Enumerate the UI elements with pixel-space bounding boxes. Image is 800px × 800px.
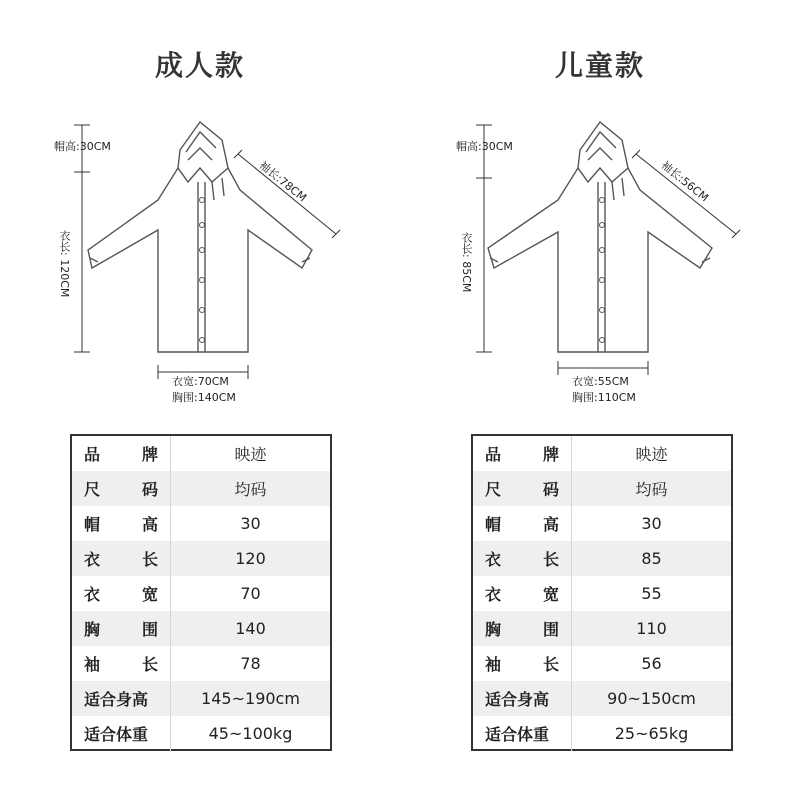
spec-key-cell [473, 681, 572, 716]
spec-key-cell [473, 436, 572, 471]
child-title: 儿童款 [554, 49, 645, 82]
adult-buttons [200, 198, 205, 343]
child-spec-row [473, 681, 731, 716]
spec-key-text: 帽 [485, 515, 502, 534]
spec-key [473, 512, 571, 535]
spec-key-cell [473, 611, 572, 646]
spec-key [473, 547, 571, 570]
adult-chest-label: 胸围:140CM [172, 391, 236, 404]
spec-key [72, 512, 170, 535]
spec-key-text: 品 [84, 445, 101, 464]
spec-key-text: 袖 [485, 655, 502, 674]
child-raincoat-outline [488, 122, 712, 352]
spec-key-text: 适合体重 [84, 725, 149, 744]
spec-key-text: 尺 [84, 480, 101, 499]
adult-spec-row [72, 681, 330, 716]
adult-width-label: 衣宽:70CM [172, 375, 229, 388]
adult-spec-row [72, 506, 330, 541]
spec-value: 110 [572, 611, 732, 646]
spec-key-text: 适合身高 [84, 690, 149, 709]
spec-key-cell [72, 576, 171, 611]
spec-key [473, 477, 571, 500]
adult-hood-height-label: 帽高:30CM [54, 140, 111, 153]
spec-value: 78 [240, 654, 261, 673]
spec-key-text: 衣 [84, 585, 101, 604]
spec-key-cell [72, 611, 171, 646]
spec-key-text: 胸 [485, 620, 502, 639]
spec-value: 30 [240, 514, 261, 533]
spec-key-text: 长 [141, 550, 158, 569]
spec-key [473, 442, 571, 465]
spec-key-text: 围 [141, 620, 158, 639]
spec-key-text: 适合身高 [485, 690, 550, 709]
adult-spec-row [72, 611, 330, 646]
spec-key-text: 长 [141, 655, 158, 674]
spec-key [473, 652, 571, 675]
adult-spec-table [70, 434, 332, 751]
spec-value: 56 [641, 654, 662, 673]
spec-key-text: 袖 [84, 655, 101, 674]
child-width-label: 衣宽:55CM [572, 375, 629, 388]
child-spec-row [473, 576, 731, 611]
spec-key [72, 477, 170, 500]
spec-key-text: 长 [542, 655, 559, 674]
spec-key-text: 品 [485, 445, 502, 464]
spec-value: 30 [641, 514, 662, 533]
adult-spec-row [72, 646, 330, 681]
spec-key-cell [72, 716, 171, 751]
spec-key-cell [473, 506, 572, 541]
spec-value: 90~150cm [572, 681, 732, 716]
spec-key-cell [473, 541, 572, 576]
spec-key-cell [72, 646, 171, 681]
spec-key-cell [473, 471, 572, 506]
spec-value: 映迹 [234, 445, 267, 464]
child-length-label: 衣长: 85CM [460, 232, 473, 293]
spec-key-text: 长 [542, 550, 559, 569]
spec-key [72, 617, 170, 640]
spec-key-text: 尺 [485, 480, 502, 499]
child-spec-row [473, 541, 731, 576]
spec-key-text: 衣 [485, 585, 502, 604]
child-spec-rows [473, 436, 731, 751]
spec-key [473, 722, 571, 745]
spec-key [72, 547, 170, 570]
spec-key [473, 582, 571, 605]
adult-spec-rows [72, 436, 330, 751]
adult-spec-row [72, 541, 330, 576]
spec-value: 70 [240, 584, 261, 603]
spec-key-text: 高 [141, 515, 158, 534]
spec-key-cell [72, 681, 171, 716]
spec-key [72, 582, 170, 605]
adult-spec-row [72, 471, 330, 506]
adult-length-label: 衣长: 120CM [58, 230, 71, 298]
spec-value: 120 [171, 541, 331, 576]
adult-sleeve-label: 袖长:78CM [256, 158, 309, 205]
spec-value: 均码 [572, 471, 732, 506]
spec-value: 均码 [171, 471, 331, 506]
adult-dimension-lines [74, 125, 340, 379]
child-spec-table [471, 434, 733, 751]
spec-value: 45~100kg [208, 724, 293, 743]
spec-key-text: 胸 [84, 620, 101, 639]
adult-spec-row [72, 576, 330, 611]
spec-value: 映迹 [635, 445, 668, 464]
spec-key-cell [72, 436, 171, 471]
adult-spec-row [72, 436, 330, 471]
child-sleeve-label: 袖长:56CM [658, 158, 711, 205]
spec-value: 145~190cm [171, 681, 331, 716]
spec-key-text: 宽 [542, 585, 559, 604]
spec-key-cell [473, 646, 572, 681]
spec-key-text: 衣 [84, 550, 101, 569]
spec-key-text: 围 [542, 620, 559, 639]
spec-key-text: 牌 [141, 445, 158, 464]
spec-key [473, 687, 571, 710]
spec-key-cell [473, 576, 572, 611]
spec-key [72, 442, 170, 465]
child-spec-row [473, 646, 731, 681]
child-spec-grid [473, 436, 731, 751]
spec-key-cell [72, 506, 171, 541]
spec-value: 85 [572, 541, 732, 576]
spec-value: 55 [641, 584, 662, 603]
spec-key [473, 617, 571, 640]
spec-key-cell [72, 471, 171, 506]
spec-key-text: 帽 [84, 515, 101, 534]
adult-spec-row [72, 716, 330, 751]
spec-key [72, 687, 170, 710]
adult-raincoat-outline [88, 122, 312, 352]
adult-spec-grid [72, 436, 330, 751]
child-spec-row [473, 471, 731, 506]
spec-key [72, 652, 170, 675]
spec-key-text: 适合体重 [485, 725, 550, 744]
spec-key [72, 722, 170, 745]
spec-key-text: 码 [542, 480, 559, 499]
spec-key-text: 衣 [485, 550, 502, 569]
spec-key-text: 牌 [542, 445, 559, 464]
child-spec-row [473, 611, 731, 646]
child-spec-row [473, 506, 731, 541]
spec-key-text: 码 [141, 480, 158, 499]
spec-key-text: 宽 [141, 585, 158, 604]
adult-title: 成人款 [154, 49, 245, 82]
spec-key-text: 高 [542, 515, 559, 534]
spec-value: 140 [171, 611, 331, 646]
child-hood-height-label: 帽高:30CM [456, 140, 513, 153]
spec-key-cell [473, 716, 572, 751]
child-spec-row [473, 716, 731, 751]
child-buttons [600, 198, 605, 343]
child-spec-row [473, 436, 731, 471]
spec-key-cell [72, 541, 171, 576]
child-chest-label: 胸围:110CM [572, 391, 636, 404]
child-dimension-lines [476, 125, 740, 375]
spec-value: 25~65kg [614, 724, 689, 743]
